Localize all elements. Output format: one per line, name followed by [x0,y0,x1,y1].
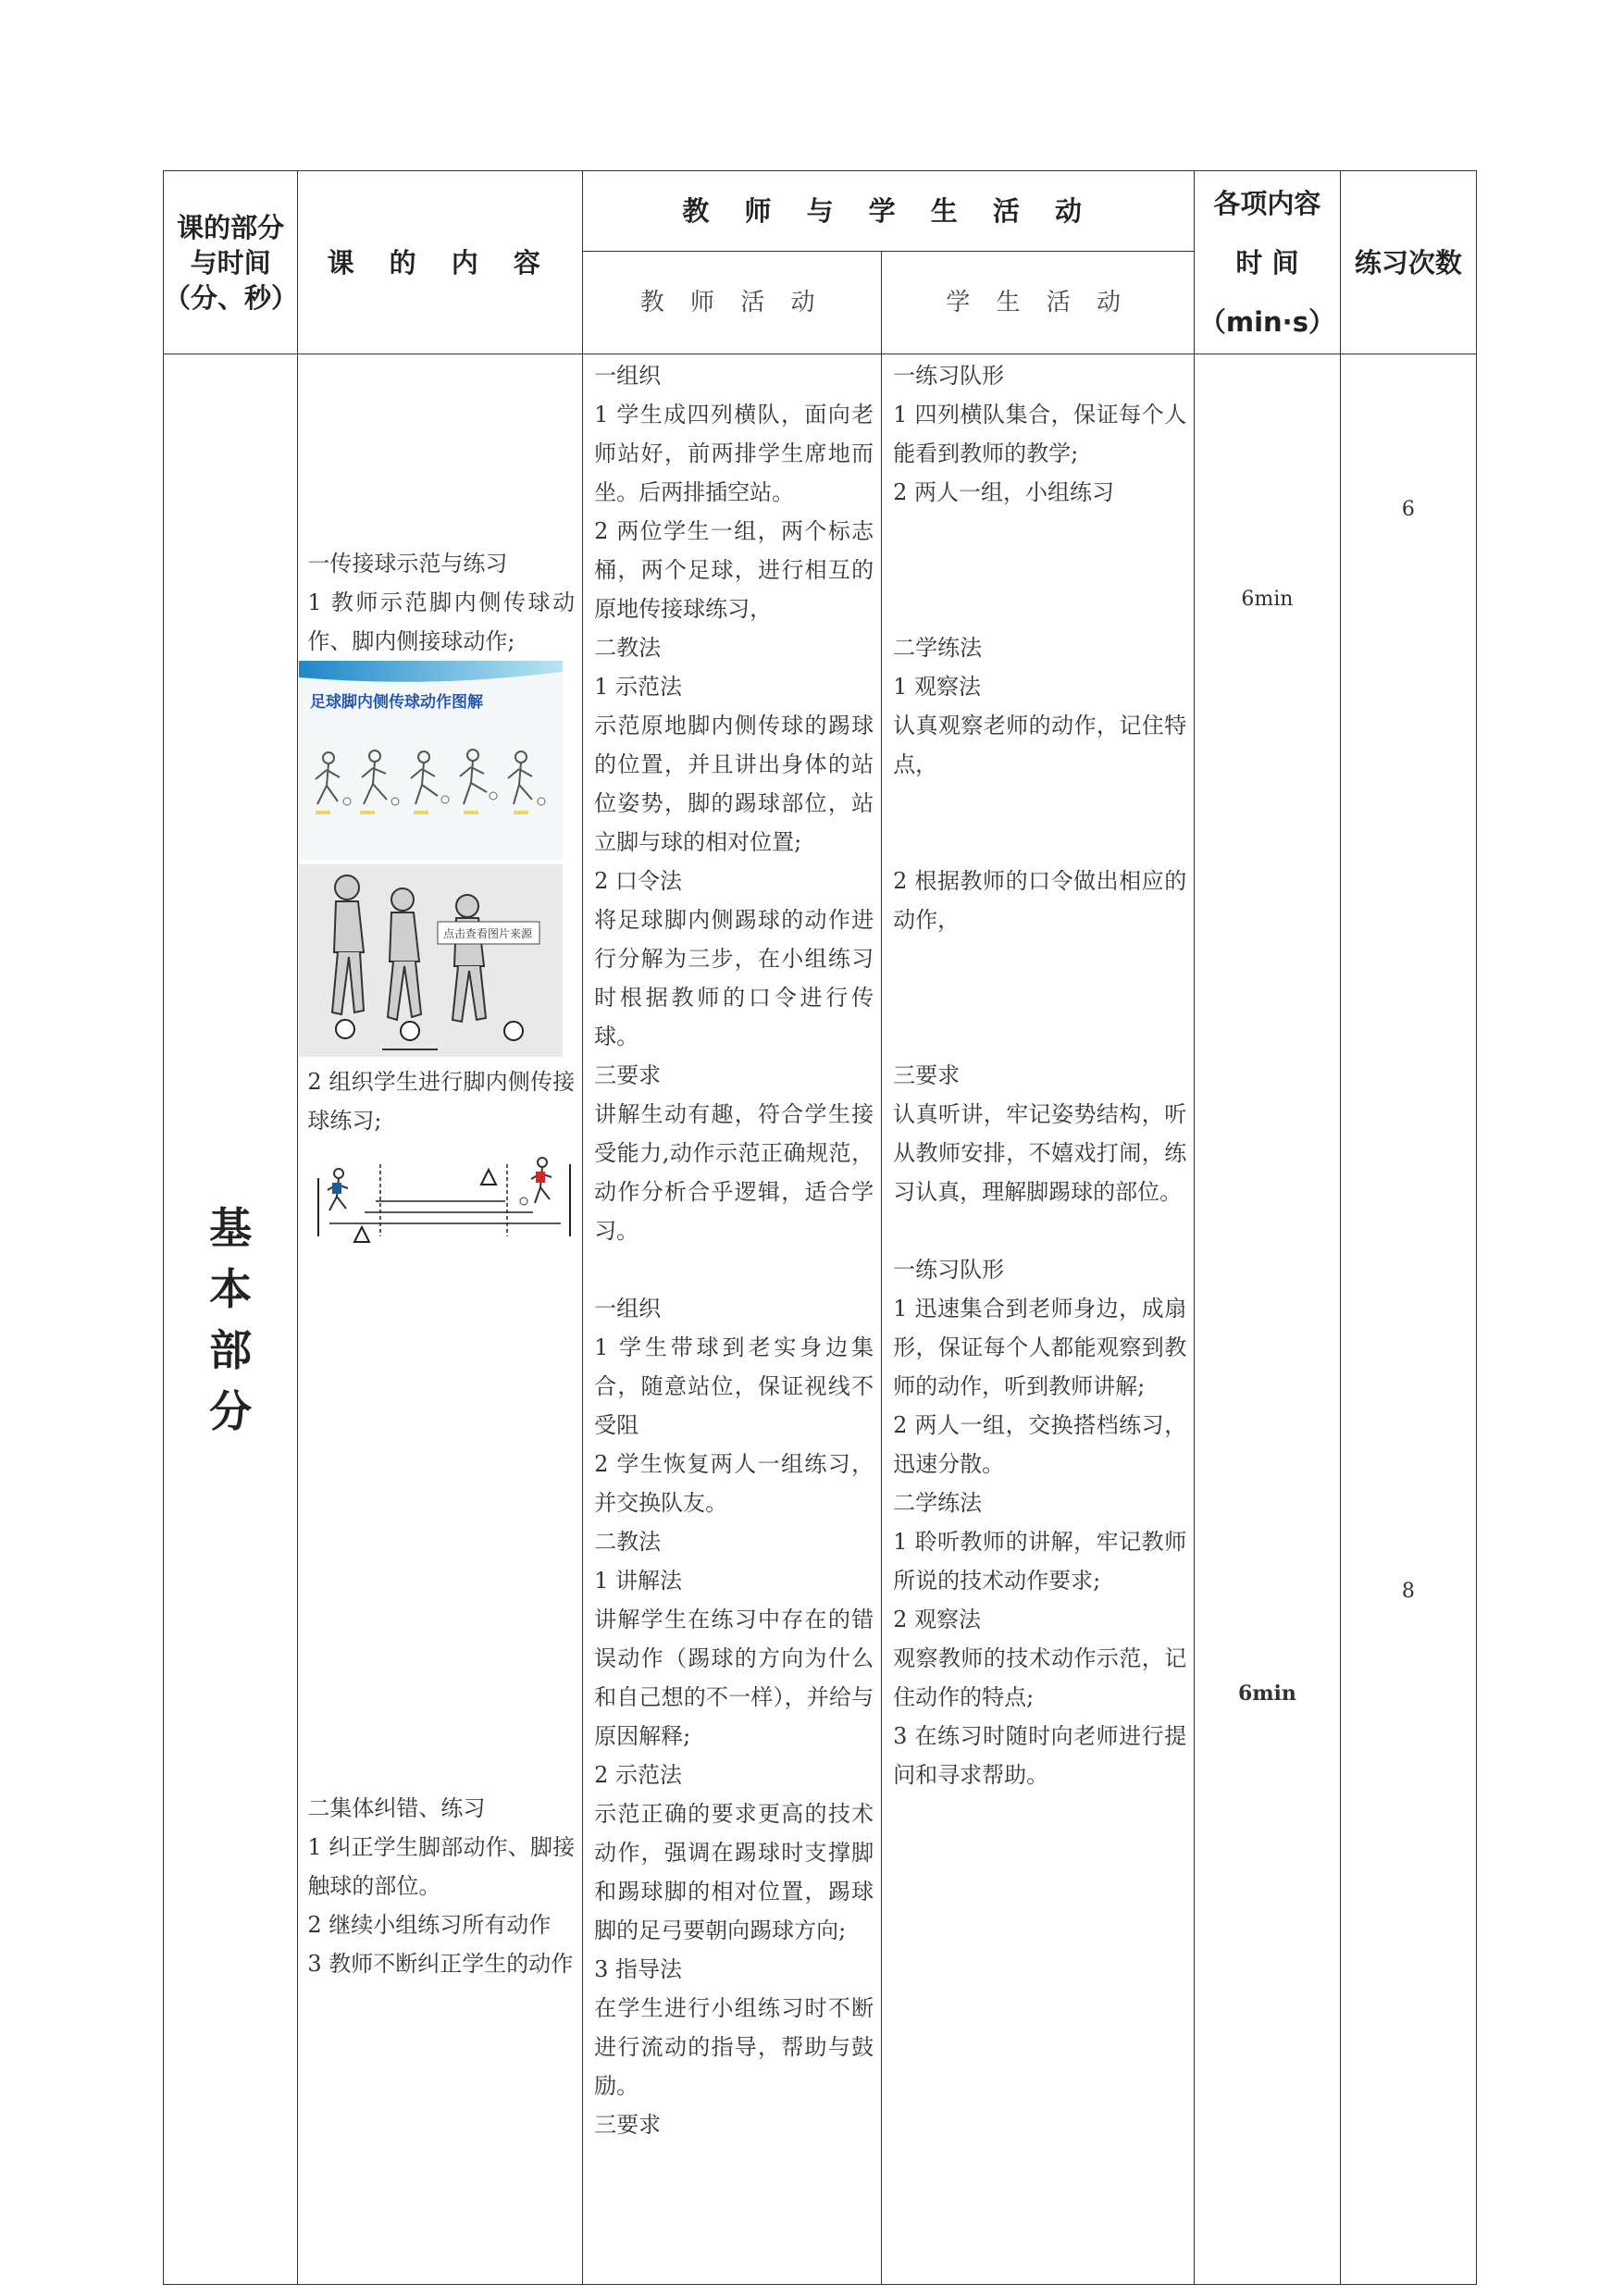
student-activity-cell [882,354,1195,2285]
figure1-title: 足球脚内侧传球动作图解 [310,693,484,712]
time-cell [1195,354,1340,2285]
teacher-activity-cell [583,354,882,2285]
section-label-basic [164,354,298,2285]
header-activities: 教 师 与 学 生 活 动 [583,171,1195,252]
header-teacher: 教 师 活 动 [583,252,882,354]
header-reps: 练习次数 [1340,171,1476,354]
time-value-2: 6min [1237,1682,1296,1706]
figure-kick-sequence [299,661,563,860]
section-char: 部 [209,1324,253,1375]
reps-cell [1340,354,1476,2285]
section-char: 本 [209,1263,253,1314]
content-part2: 二集体纠错、练习 1 纠正学生脚部动作、脚接触球的部位。 2 继续小组练习所有动作 3 教师不断纠正学生的动作 [307,1795,576,1977]
section-char: 基 [209,1202,253,1253]
figure-inside-foot-pass [299,864,563,1057]
reps-value-1: 6 [1401,498,1415,521]
header-time [1195,171,1340,354]
header-part-time [164,171,298,354]
header-student: 学 生 活 动 [882,252,1195,354]
content-part1-exercise: 2 组织学生进行脚内侧传接球练习; [307,1069,576,1134]
lesson-plan-table [163,170,1477,2285]
teacher-activity-text: 一组织 1 学生成四列横队，面向老师站好，前两排学生席地而坐。后两排插空站。 2 两位学生一组，两个标志桶，两个足球，进行相互的原地传接球练习， 二教法 1 示范法 示范原地脚内侧传球的踢球的位置，并且讲出身体的站位姿势，脚的踢球部位，站立脚与球的相对位置; 2 口令法 将足球脚内侧踢球的动作进行分解为三步，在小组练习时根据教师的口令进行传球。 三要求 讲解生动有趣，符合学生接受能力,动作示范正确规范，动作分析合乎逻辑，适合学习。 一组织 1 学生带球到老实身边集合，随意站位，保证视线不受阻 2 学生恢复两人一组练习，并交换队友。 二教法 1 讲解法 讲解学生在练习中存在的错误动作（踢球的方向为什么和自己想的不一样），并给与原因解释; 2 示范法 示范正确的要求更高的技术动作，强调在踢球时支撑脚和踢球脚的相对位置，踢球脚的足弓要朝向踢球方向; 3 指导法 在学生进行小组练习时不断进行流动的指导，帮助与鼓励。 三要求 [594,363,874,2138]
header-part-time-label: 课的部分 与时间 （分、秒） [164,211,299,314]
student-activity-text: 一练习队形 1 四列横队集合，保证每个人能看到教师的教学; 2 两人一组，小组练习 二学练法 1 观察法 认真观察老师的动作，记住特点， 2 根据教师的口令做出相应的动作， 三要求 认真听讲，牢记姿势结构，听从教师安排，不嬉戏打闹，练习认真，理解脚踢球的部位。 一练习队形 1 迅速集合到老师身边，成扇形，保证每个人都能观察到教师的动作，听到教师讲解; 2 两人一组，交换搭档练习，迅速分散。 二学练法 1 聆听教师的讲解，牢记教师所说的技术动作要求; 2 观察法 观察教师的技术动作示范，记住动作的特点; 3 在练习时随时向老师进行提问和寻求帮助。 [893,363,1187,1788]
header-time-label: 各项内容 时 间 （min·s） [1198,187,1335,338]
section-char: 分 [209,1385,253,1436]
figure2-caption: 点击查看图片来源 [443,927,533,940]
content-part1: 一传接球示范与练习 1 教师示范脚内侧传球动作、脚内侧接球动作; [307,551,576,654]
header-content: 课 的 内 容 [298,171,583,354]
content-cell [298,354,583,2285]
figure-pass-drill [311,1146,579,1247]
time-value-1: 6min [1241,588,1294,611]
reps-value-2: 8 [1401,1580,1415,1603]
